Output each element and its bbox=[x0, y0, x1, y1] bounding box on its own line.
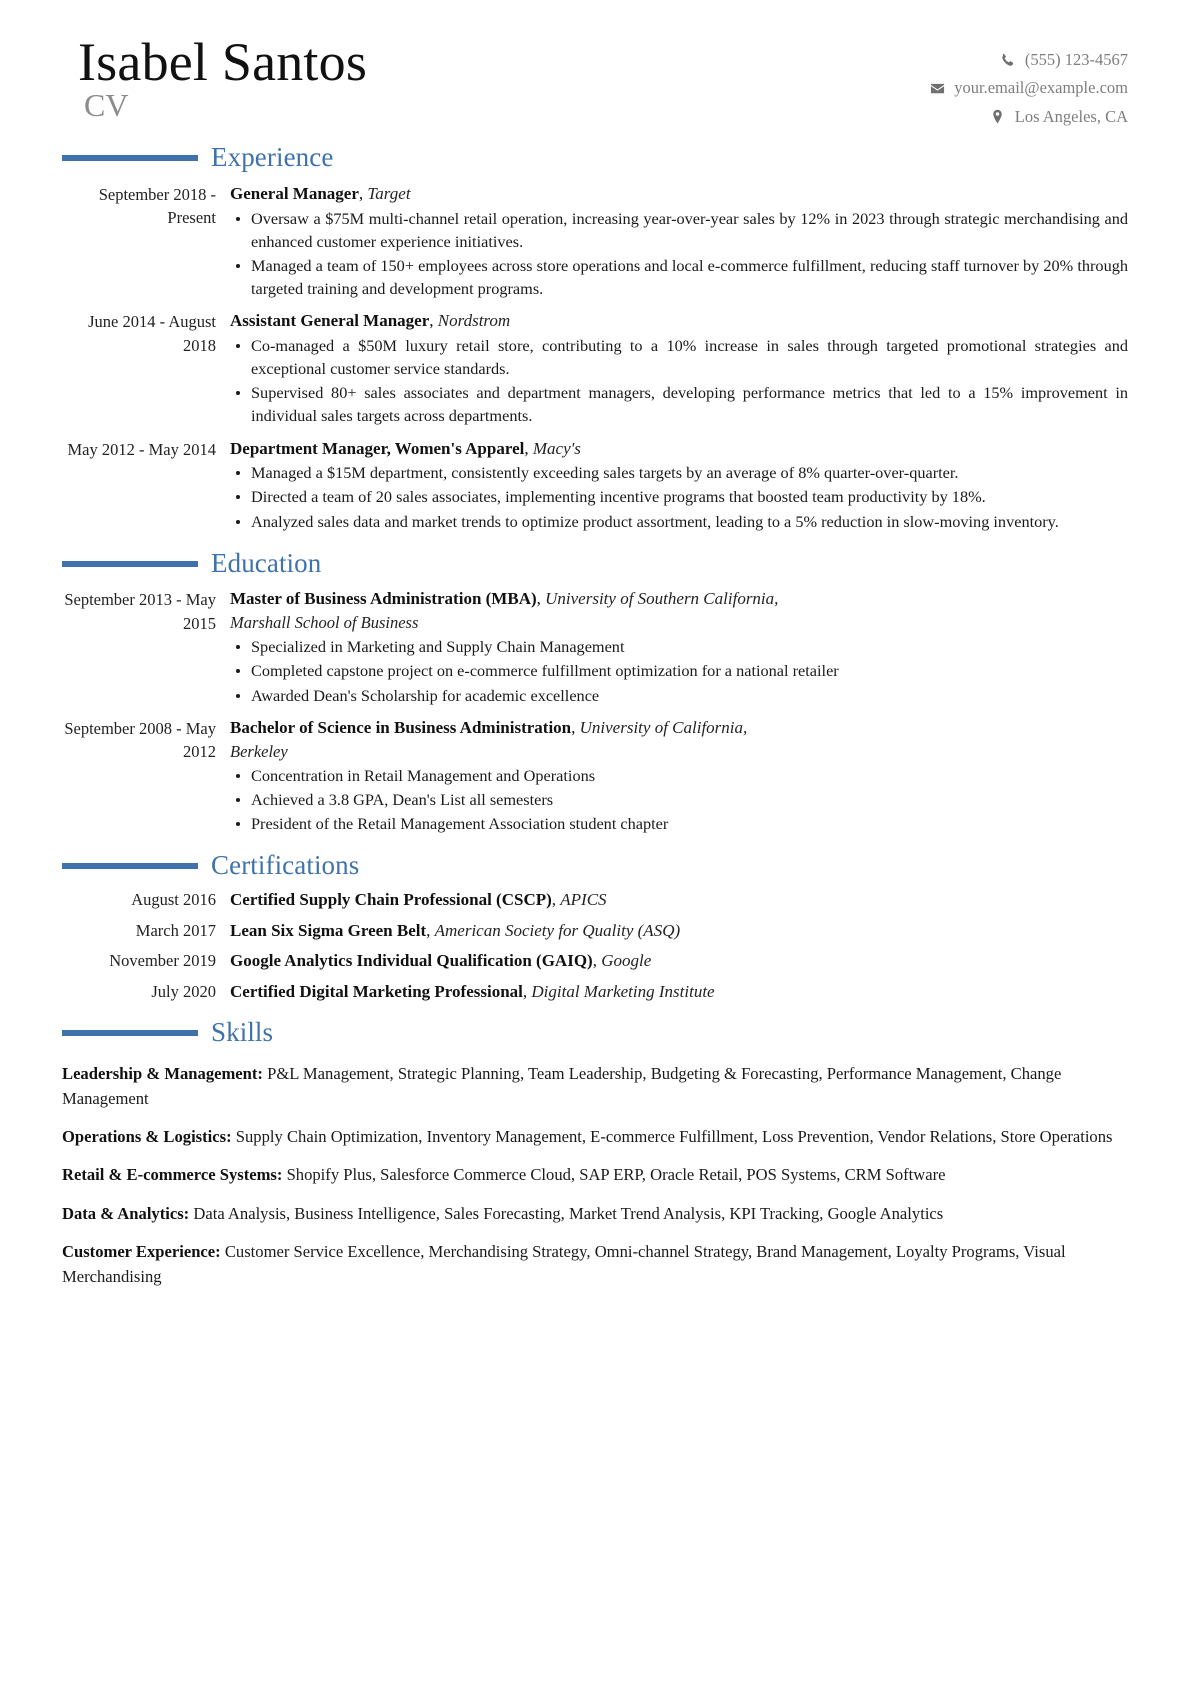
entry-bullets bbox=[230, 334, 1128, 428]
list-item: Awarded Dean's Scholarship for academic excellence bbox=[230, 684, 1128, 707]
list-item: Achieved a 3.8 GPA, Dean's List all semesters bbox=[230, 788, 1128, 811]
experience-entry bbox=[62, 182, 1128, 300]
entry-body bbox=[230, 437, 1128, 533]
skill-category bbox=[62, 1124, 1128, 1149]
skill-items: Supply Chain Optimization, Inventory Management, E-commerce Fulfillment, Loss Prevention, Vendor Relations, Store Operations bbox=[235, 1127, 1113, 1147]
cert-text bbox=[230, 949, 651, 973]
school-name: University of California, bbox=[579, 717, 748, 737]
section-header-education bbox=[62, 549, 1128, 579]
section-rule bbox=[62, 155, 198, 161]
sep: , bbox=[571, 717, 580, 737]
skill-category bbox=[62, 1162, 1128, 1187]
list-item: Supervised 80+ sales associates and department managers, developing performance metrics that led to a 15% improvement in individual sales targets across departments. bbox=[230, 381, 1128, 427]
sep: , bbox=[536, 589, 546, 609]
phone-text: (555) 123-4567 bbox=[1024, 50, 1128, 69]
skill-label: Leadership & Management: bbox=[62, 1063, 263, 1083]
skill-items: Customer Service Excellence, Merchandising Strategy, Omni-channel Strategy, Brand Management, Loyalty Programs, Visual Merchandising bbox=[62, 1241, 1066, 1286]
list-item: Completed capstone project on e-commerce fulfillment optimization for a national retailer bbox=[230, 659, 1128, 682]
section-rule bbox=[62, 561, 198, 567]
email-text: your.email@example.com bbox=[954, 78, 1128, 98]
skill-label: Data & Analytics: bbox=[62, 1203, 190, 1223]
entry-heading bbox=[230, 182, 1128, 206]
entry-heading bbox=[230, 587, 1128, 611]
skill-category bbox=[62, 1239, 1128, 1289]
location-text: Los Angeles, CA bbox=[1014, 106, 1128, 126]
list-item: President of the Retail Management Association student chapter bbox=[230, 812, 1128, 835]
section-header-skills bbox=[62, 1018, 1128, 1048]
skill-items: Data Analysis, Business Intelligence, Sales Forecasting, Market Trend Analysis, KPI Tracking, Google Analytics bbox=[193, 1203, 944, 1223]
cert-issuer: American Society for Quality (ASQ) bbox=[434, 920, 681, 940]
sep: , bbox=[426, 920, 435, 940]
section-title-skills: Skills bbox=[211, 1016, 274, 1047]
cert-issuer: Google bbox=[601, 951, 652, 971]
list-item: Analyzed sales data and market trends to optimize product assortment, leading to a 5% reduction in slow-moving inventory. bbox=[230, 510, 1128, 533]
job-company: Target bbox=[367, 183, 411, 203]
entry-date: September 2013 - May 2015 bbox=[64, 590, 216, 633]
list-item: Directed a team of 20 sales associates, implementing incentive programs that boosted team productivity by 18%. bbox=[230, 485, 1128, 508]
sep: , bbox=[551, 889, 561, 909]
entry-bullets bbox=[230, 635, 1128, 706]
degree-title: Bachelor of Science in Business Administration bbox=[230, 717, 572, 737]
job-company: Macy's bbox=[532, 438, 581, 458]
experience-entry bbox=[62, 309, 1128, 427]
entry-date: June 2014 - August 2018 bbox=[88, 312, 216, 355]
contact-location[interactable] bbox=[929, 103, 1128, 131]
contact-phone[interactable] bbox=[929, 46, 1128, 74]
list-item: Managed a team of 150+ employees across store operations and local e-commerce fulfillment, reducing staff turnover by 20% through targeted training and development programs. bbox=[230, 254, 1128, 300]
skill-label: Customer Experience: bbox=[62, 1241, 221, 1261]
contact-email[interactable] bbox=[929, 74, 1128, 102]
cert-text bbox=[230, 919, 680, 943]
map-pin-icon bbox=[990, 109, 1006, 125]
envelope-icon bbox=[929, 81, 945, 97]
entry-bullets bbox=[230, 764, 1128, 835]
cert-date: November 2019 bbox=[109, 951, 216, 971]
skill-label: Retail & E-commerce Systems: bbox=[62, 1165, 283, 1185]
list-item: Co-managed a $50M luxury retail store, contributing to a 10% increase in sales through targeted promotional strategies and exceptional customer service standards. bbox=[230, 334, 1128, 380]
section-title-education: Education bbox=[211, 547, 322, 578]
entry-date: September 2008 - May 2012 bbox=[64, 718, 216, 762]
list-item: Oversaw a $75M multi-channel retail operation, increasing year-over-year sales by 12% in 2023 through strategic merchandising and enhanced customer experience initiatives. bbox=[230, 207, 1128, 253]
cert-date: July 2020 bbox=[151, 982, 216, 1002]
education-entry bbox=[62, 587, 1128, 706]
sep: , bbox=[522, 982, 532, 1002]
cert-title: Google Analytics Individual Qualification (GAIQ) bbox=[230, 951, 593, 971]
entry-body bbox=[230, 587, 1128, 706]
entry-date: May 2012 - May 2014 bbox=[67, 439, 216, 459]
cert-issuer: APICS bbox=[560, 889, 607, 909]
job-company: Nordstrom bbox=[437, 311, 511, 331]
skill-items: P&L Management, Strategic Planning, Team Leadership, Budgeting & Forecasting, Performance Management, Change Management bbox=[62, 1063, 1062, 1108]
degree-title: Master of Business Administration (MBA) bbox=[230, 589, 537, 609]
sep: , bbox=[592, 951, 602, 971]
sep: , bbox=[358, 183, 368, 203]
page-title: Isabel Santos bbox=[78, 32, 368, 92]
entry-heading bbox=[230, 716, 1128, 740]
skill-items: Shopify Plus, Salesforce Commerce Cloud, SAP ERP, Oracle Retail, POS Systems, CRM Software bbox=[286, 1165, 946, 1185]
entry-bullets bbox=[230, 207, 1128, 301]
entry-date: September 2018 - Present bbox=[98, 184, 216, 228]
section-rule bbox=[62, 1030, 198, 1036]
list-item: Specialized in Marketing and Supply Chain Management bbox=[230, 635, 1128, 658]
entry-body bbox=[230, 309, 1128, 427]
cert-title: Certified Supply Chain Professional (CSCP) bbox=[230, 889, 552, 909]
entry-heading bbox=[230, 437, 1128, 461]
cert-issuer: Digital Marketing Institute bbox=[531, 982, 715, 1002]
sep: , bbox=[429, 311, 438, 331]
skill-category bbox=[62, 1201, 1128, 1226]
school-name-cont: Berkeley bbox=[230, 741, 288, 761]
certification-row bbox=[62, 919, 1128, 943]
school-name-cont: Marshall School of Business bbox=[230, 613, 419, 633]
section-rule bbox=[62, 863, 198, 869]
experience-entry bbox=[62, 437, 1128, 533]
job-title: Department Manager, Women's Apparel bbox=[230, 438, 525, 458]
entry-body bbox=[230, 182, 1128, 300]
section-title-experience: Experience bbox=[211, 142, 334, 173]
certification-row bbox=[62, 949, 1128, 973]
skill-category bbox=[62, 1061, 1128, 1111]
section-title-certifications: Certifications bbox=[211, 850, 360, 881]
job-title: General Manager bbox=[230, 183, 359, 203]
entry-body bbox=[230, 716, 1128, 835]
cert-date: August 2016 bbox=[131, 889, 216, 909]
section-header-experience bbox=[62, 143, 1128, 173]
section-header-certifications bbox=[62, 851, 1128, 881]
school-name: University of Southern California, bbox=[545, 589, 779, 609]
entry-bullets bbox=[230, 461, 1128, 532]
phone-icon bbox=[1000, 52, 1016, 68]
education-entry bbox=[62, 716, 1128, 835]
cert-title: Certified Digital Marketing Professional bbox=[230, 982, 523, 1002]
cv-header bbox=[62, 34, 1128, 131]
skill-label: Operations & Logistics: bbox=[62, 1127, 232, 1147]
certification-row bbox=[62, 888, 1128, 912]
cert-text bbox=[230, 980, 715, 1004]
document-subtitle: CV bbox=[84, 87, 129, 124]
skills-list bbox=[62, 1061, 1128, 1290]
entry-heading bbox=[230, 309, 1128, 333]
cert-date: March 2017 bbox=[135, 920, 216, 940]
certification-row bbox=[62, 980, 1128, 1004]
cert-title: Lean Six Sigma Green Belt bbox=[230, 920, 427, 940]
sep: , bbox=[524, 438, 533, 458]
contact-block bbox=[929, 34, 1128, 131]
list-item: Managed a $15M department, consistently exceeding sales targets by an average of 8% quarter-over-quarter. bbox=[230, 461, 1128, 484]
list-item: Concentration in Retail Management and Operations bbox=[230, 764, 1128, 787]
cert-text bbox=[230, 888, 607, 912]
name-block bbox=[62, 34, 367, 123]
job-title: Assistant General Manager bbox=[230, 311, 430, 331]
